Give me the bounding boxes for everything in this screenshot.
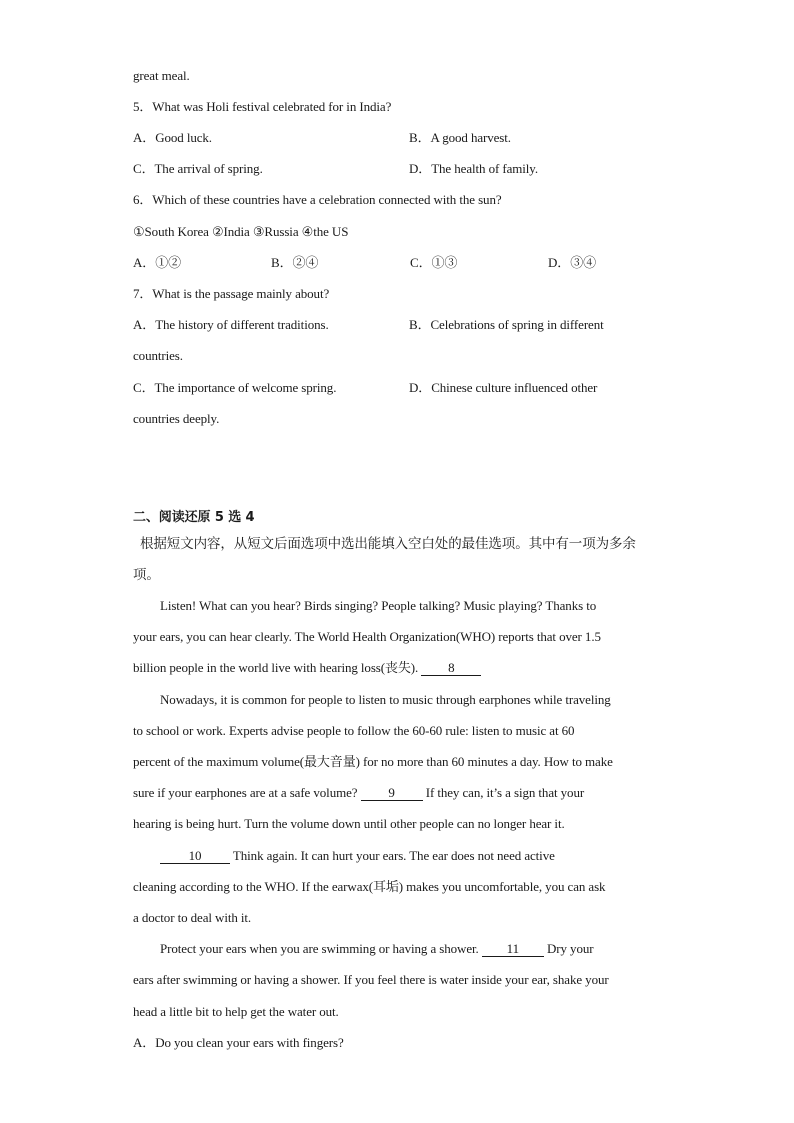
passage-p3-line2: cleaning according to the WHO. If the earwax(耳垢) makes you uncomfortable, you can ask	[133, 879, 606, 894]
passage-p4-line1-pre: Protect your ears when you are swimming or having a shower.	[160, 941, 482, 956]
q7-option-b-line1: B．Celebrations of spring in different	[409, 317, 604, 332]
passage-p4-line1-post: Dry your	[543, 941, 594, 956]
q5-option-c: C．The arrival of spring.	[133, 161, 263, 176]
q7-option-a: A．The history of different traditions.	[133, 317, 329, 332]
q7-option-d-line2: countries deeply.	[133, 411, 220, 426]
passage-p3-line1	[160, 848, 555, 864]
passage-p2-line5: hearing is being hurt. Turn the volume down until other people can no longer hear it.	[133, 816, 565, 831]
instruction-line1: 根据短文内容，从短文后面选项中选出能填入空白处的最佳选项。其中有一项为多余	[140, 536, 636, 552]
passage-p1-line2: your ears, you can hear clearly. The World Health Organization(WHO) reports that over 1.5	[133, 629, 601, 644]
q6-stem: 6．Which of these countries have a celebration connected with the sun?	[133, 192, 502, 207]
passage-p1-line3-text: billion people in the world live with hearing loss(丧失).	[133, 660, 422, 675]
q5-stem: 5．What was Holi festival celebrated for in India?	[133, 99, 392, 114]
q4-tail: great meal.	[133, 68, 190, 83]
passage-p3-line1-post: Think again. It can hurt your ears. The ear does not need active	[230, 848, 555, 863]
passage-p1-line1: Listen! What can you hear? Birds singing? People talking? Music playing? Thanks to	[160, 598, 597, 613]
passage-p2-line1: Nowadays, it is common for people to listen to music through earphones while traveling	[160, 692, 611, 707]
passage-p3-line3: a doctor to deal with it.	[133, 910, 252, 925]
q6-country-list: ①South Korea ②India ③Russia ④the US	[133, 224, 349, 239]
q5-option-d: D．The health of family.	[409, 161, 538, 176]
q6-option-b: B．②④	[271, 255, 319, 270]
answer-blank-10[interactable]: 10	[160, 849, 230, 864]
passage-p4-line1	[160, 941, 593, 957]
q5-option-b: B．A good harvest.	[409, 130, 511, 145]
q6-option-c: C．①③	[410, 255, 458, 270]
instruction-line2: 项。	[133, 567, 160, 583]
answer-blank-8[interactable]: 8	[421, 661, 481, 676]
passage-p4-line2: ears after swimming or having a shower. If you feel there is water inside your ear, shake your	[133, 972, 609, 987]
passage-p2-line3: percent of the maximum volume(最大音量) for no more than 60 minutes a day. How to make	[133, 754, 613, 769]
passage-p1-line3	[133, 660, 481, 676]
passage-p2-line4-post: If they can, it’s a sign that your	[422, 785, 585, 800]
passage-p4-line3: head a little bit to help get the water out.	[133, 1004, 339, 1019]
passage-p2-line4-pre: sure if your earphones are at a safe volume?	[133, 785, 361, 800]
q7-option-c: C．The importance of welcome spring.	[133, 380, 337, 395]
q6-option-d: D．③④	[548, 255, 596, 270]
passage-p2-line4	[133, 785, 584, 801]
option-a: A．Do you clean your ears with fingers?	[133, 1035, 344, 1050]
q7-stem: 7．What is the passage mainly about?	[133, 286, 330, 301]
section-heading: 二、阅读还原 5 选 4	[133, 510, 255, 525]
q5-option-a: A．Good luck.	[133, 130, 212, 145]
q7-option-d-line1: D．Chinese culture influenced other	[409, 380, 598, 395]
passage-p2-line2: to school or work. Experts advise people to follow the 60-60 rule: listen to music at 60	[133, 723, 575, 738]
q6-option-a: A．①②	[133, 255, 181, 270]
answer-blank-9[interactable]: 9	[361, 786, 423, 801]
answer-blank-11[interactable]: 11	[482, 942, 544, 957]
q7-option-b-line2: countries.	[133, 348, 183, 363]
